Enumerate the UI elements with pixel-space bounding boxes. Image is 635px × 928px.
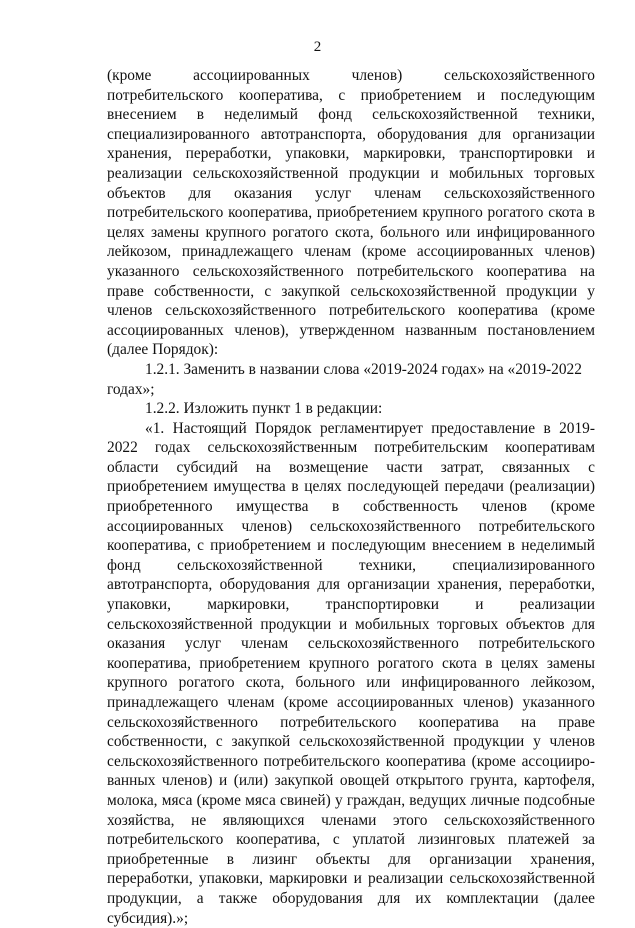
paragraph-continuation: (кроме ассоциированных членов) сельскохозяйственного потребительского кооператива, с приобретением и последующим внесением в неделимый фонд сельскохозяйственной техники, специализированного автотранспорта, оборудования для организации хранения, переработки, упаковки, маркировки, транспортировки и реализации сельскохозяйственной продукции и мобильных торговых объектов для оказания услуг членам сельскохозяйственного потребительского кооператива, приобретением крупного рогатого скота в целях замены крупного рогатого скота, больного или инфицированного лейкозом, принадлежащего членам (кроме ассоциированных членов) указанного сельскохозяйственного потребительского кооператива на праве собственности, с закупкой сельскохозяйственной продукции у членов сельскохозяйственного потребительского кооператива (кроме ассоциированных членов), утвержденном названным постановлением (далее Порядок): [107,67,595,359]
paragraph-item-1-2-1: 1.2.1. Заменить в названии слова «2019-2024 годах» на «2019-2022 годах»; [107,360,582,398]
paragraph-quoted-point-1: «1. Настоящий Порядок регламентирует предоставление в 2019-2022 годах сельскохозяйственным потребительским кооперативам области субсидий на возмещение части затрат, связанных с приобретением имущества в целях последующей передачи (реализации) приобретенного имущества в собственность членов (кроме ассоциированных членов) сельскохозяйственного потребительского кооператива, с приобретением и последующим внесением в неделимый фонд сельскохозяйственной техники, специализированного автотранспорта, оборудования для организации хранения, переработки, упаковки, маркировки, транспортировки и реализации сельскохозяйственной продукции и мобильных торговых объектов для оказания услуг членам сельскохозяйственного потребительского кооператива, приобретением крупного рогатого скота в целях замены крупного рогатого скота, больного или инфицированного лейкозом, принадлежащего членам (кроме ассоциированных членов) указанного сельскохозяйственного потребительского кооператива на праве собственности, с закупкой сельскохозяйственной продукции у членов сельскохозяйственного потребительского кооператива (кроме ассоциированных членов) и (или) закупкой овощей открытого грунта, картофеля, молока, мяса (кроме мяса свиней) у граждан, ведущих личные подсобные хозяйства, не являющихся членами этого сельскохозяйственного потребительского кооператива, с уплатой лизинговых платежей за приобретенные в лизинг объекты для организации хранения, переработки, упаковки, маркировки и реализации сельскохозяйственной продукции, а также оборудования для их комплектации (далее субсидия).»; [107,419,595,927]
page-number: 2 [313,39,322,55]
document-body [107,66,595,928]
paragraph-item-1-2-2: 1.2.2. Изложить пункт 1 в редакции: [145,400,383,418]
